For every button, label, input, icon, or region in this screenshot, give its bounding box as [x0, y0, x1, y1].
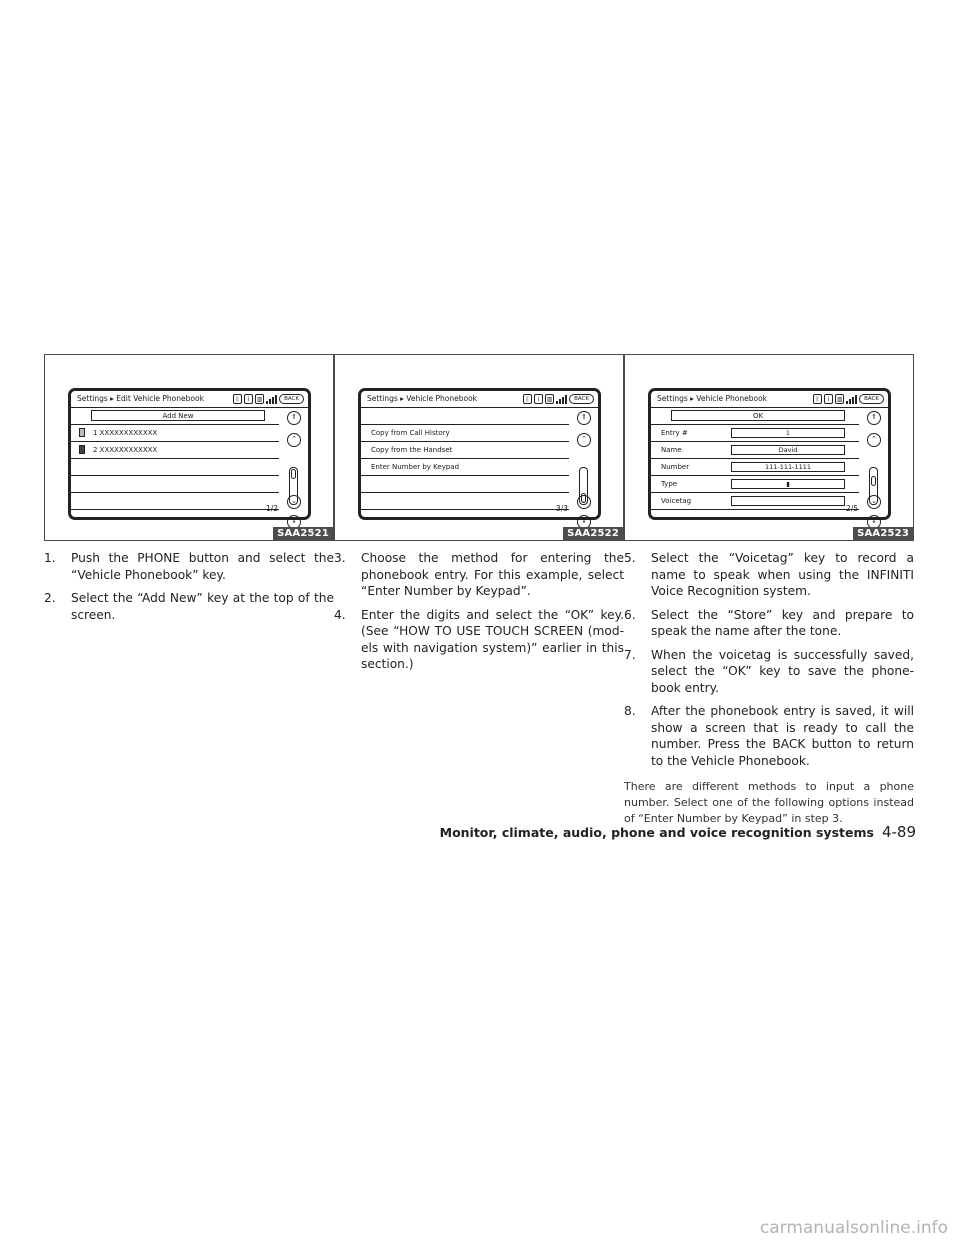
page-number: 4-89: [881, 823, 916, 841]
list-row: [651, 408, 859, 425]
figure-code: SAA2521: [273, 527, 333, 540]
list-item[interactable]: [361, 493, 569, 510]
step-text: Select the “Store” key and prepare to speak the name after the tone.: [651, 607, 914, 638]
entry-row: [651, 425, 859, 442]
watermark: carmanualsonline.info: [759, 1218, 948, 1238]
info-icon: i: [824, 394, 833, 404]
list-item[interactable]: [71, 425, 279, 442]
page-count: 1/2: [265, 504, 278, 513]
step: [624, 703, 914, 769]
scroll-down-icon[interactable]: ⌄: [867, 495, 881, 509]
screen-title: Settings ▸ Edit Vehicle Phonebook: [77, 394, 204, 403]
step: [624, 607, 914, 640]
list-item[interactable]: [361, 442, 569, 459]
battery-icon: ▥: [546, 395, 553, 403]
steps-column-3: [624, 550, 914, 828]
battery-icon: ▥: [836, 395, 843, 403]
step-text: Select the “Voicetag” key to record a name to speak when using the INFINITI Voice Recognition system.: [651, 551, 914, 598]
step-text: Enter the digits and select the “OK” key. (See “HOW TO USE TOUCH SCREEN (mod-els with navigation system)” earlier in this section.): [361, 607, 624, 671]
page-count: 3/3: [555, 504, 568, 513]
step-text: When the voicetag is successfully saved, select the “OK” key to save the phone-book entry.: [651, 647, 914, 695]
signal-icon: [556, 394, 567, 404]
entry-form: [651, 408, 859, 517]
list-item[interactable]: [361, 476, 569, 493]
step: [334, 550, 624, 600]
screen-header: [361, 391, 598, 408]
list-row: [71, 408, 279, 425]
step-text: Select the “Add New” key at the top of the screen.: [71, 591, 334, 622]
scroll-thumb[interactable]: [291, 469, 296, 479]
page-down-icon[interactable]: ⇓: [867, 515, 881, 529]
back-button[interactable]: BACK: [279, 394, 304, 404]
page-up-icon[interactable]: ⇑: [577, 411, 591, 425]
scroll-controls: [863, 411, 885, 525]
step-text: Choose the method for entering the phonebook entry. For this example, select “Enter Number by Keypad”.: [361, 551, 624, 598]
battery-icon: ▥: [256, 395, 263, 403]
scroll-controls: [283, 411, 305, 525]
list-item[interactable]: [361, 408, 569, 425]
step-number: 1.: [44, 551, 56, 565]
name-field[interactable]: David: [731, 445, 845, 455]
list-item[interactable]: [361, 459, 569, 476]
step-number: 6.: [624, 607, 636, 622]
list-item[interactable]: [71, 476, 279, 493]
step: [44, 550, 334, 583]
page-down-icon[interactable]: ⇓: [577, 515, 591, 529]
list-item[interactable]: [361, 425, 569, 442]
page-count: 2/5: [845, 504, 858, 513]
figure-code: SAA2523: [853, 527, 913, 540]
step-text: Push the PHONE button and select the “Vehicle Phonebook” key.: [71, 551, 334, 582]
entry-row: [651, 459, 859, 476]
page-down-icon[interactable]: ⇓: [287, 515, 301, 529]
step-number: 2.: [44, 591, 56, 605]
signal-icon: [846, 394, 857, 404]
phonebook-list: [71, 408, 279, 517]
info-icon: i: [244, 394, 253, 404]
type-field[interactable]: ▮: [731, 479, 845, 489]
bluetooth-icon: ᛒ: [523, 394, 532, 404]
entry-row: [651, 476, 859, 493]
column-2: [334, 354, 624, 680]
entry-row: [651, 493, 859, 510]
steps-column-1: [44, 550, 334, 623]
entry-label: Voicetag: [661, 497, 692, 505]
scroll-down-icon[interactable]: ⌄: [577, 495, 591, 509]
scroll-up-icon[interactable]: ⌃: [287, 433, 301, 447]
list-item-label: 2 XXXXXXXXXXXX: [93, 446, 158, 454]
screen-title: Settings ▸ Vehicle Phonebook: [367, 394, 478, 403]
status-icons: [813, 393, 884, 404]
figure-phonebook-entry: [624, 354, 914, 541]
screen-title: Settings ▸ Vehicle Phonebook: [657, 394, 768, 403]
step: [624, 550, 914, 600]
contact-icon: [79, 428, 85, 437]
entry-row: [651, 442, 859, 459]
step: [44, 590, 334, 623]
list-item-label: 1 XXXXXXXXXXXX: [93, 429, 158, 437]
ok-button[interactable]: OK: [671, 410, 845, 421]
status-icons: [523, 393, 594, 404]
note-text: There are different methods to input a phone number. Select one of the following options instead of “Enter Number by Keypad” in step 3.: [624, 780, 914, 826]
list-item[interactable]: [71, 459, 279, 476]
column-3: [624, 354, 914, 828]
back-button[interactable]: BACK: [859, 394, 884, 404]
step: [334, 607, 624, 673]
list-item[interactable]: [71, 442, 279, 459]
step-number: 3.: [334, 551, 346, 565]
scroll-up-icon[interactable]: ⌃: [577, 433, 591, 447]
add-new-button[interactable]: Add New: [91, 410, 265, 421]
method-list: [361, 408, 569, 517]
status-icons: [233, 393, 304, 404]
column-1: [44, 354, 334, 630]
scroll-down-icon[interactable]: ⌄: [287, 495, 301, 509]
list-item-label: Copy from Call History: [371, 429, 450, 437]
step-number: 5.: [624, 551, 636, 565]
step: [624, 647, 914, 697]
step-number: 4.: [334, 607, 346, 622]
page-up-icon[interactable]: ⇑: [287, 411, 301, 425]
back-button[interactable]: BACK: [569, 394, 594, 404]
page-footer: [440, 823, 916, 841]
bluetooth-icon: ᛒ: [813, 394, 822, 404]
step-number: 7.: [624, 647, 636, 662]
entry-number-field[interactable]: 1: [731, 428, 845, 438]
info-icon: i: [534, 394, 543, 404]
list-item-label: Enter Number by Keypad: [371, 463, 460, 471]
section-title: Monitor, climate, audio, phone and voice recognition systems: [439, 825, 874, 840]
screen: [358, 388, 601, 525]
screen-header: [651, 391, 888, 408]
screen-header: [71, 391, 308, 408]
figure-vehicle-phonebook-methods: [334, 354, 624, 541]
entry-label: Number: [661, 463, 690, 471]
bluetooth-icon: ᛒ: [233, 394, 242, 404]
step-number: 8.: [624, 704, 636, 718]
screen: [68, 388, 311, 525]
figure-code: SAA2522: [563, 527, 623, 540]
scroll-thumb[interactable]: [871, 476, 876, 486]
step-text: After the phonebook entry is saved, it will show a screen that is ready to call the number. Press the BACK button to return to the Vehicle Phonebook.: [651, 704, 914, 768]
screen: [648, 388, 891, 525]
steps-column-2: [334, 550, 624, 673]
number-field[interactable]: 111-111-1111: [731, 462, 845, 472]
entry-label: Entry #: [661, 429, 688, 437]
figure-edit-phonebook: [44, 354, 334, 541]
contact-icon: [79, 445, 85, 454]
voicetag-field[interactable]: [731, 496, 845, 506]
list-item-label: Copy from the Handset: [371, 446, 453, 454]
entry-label: Type: [661, 480, 678, 488]
page-up-icon[interactable]: ⇑: [867, 411, 881, 425]
entry-label: Name: [661, 446, 682, 454]
scroll-controls: [573, 411, 595, 525]
signal-icon: [266, 394, 277, 404]
scroll-up-icon[interactable]: ⌃: [867, 433, 881, 447]
list-item[interactable]: [71, 493, 279, 510]
